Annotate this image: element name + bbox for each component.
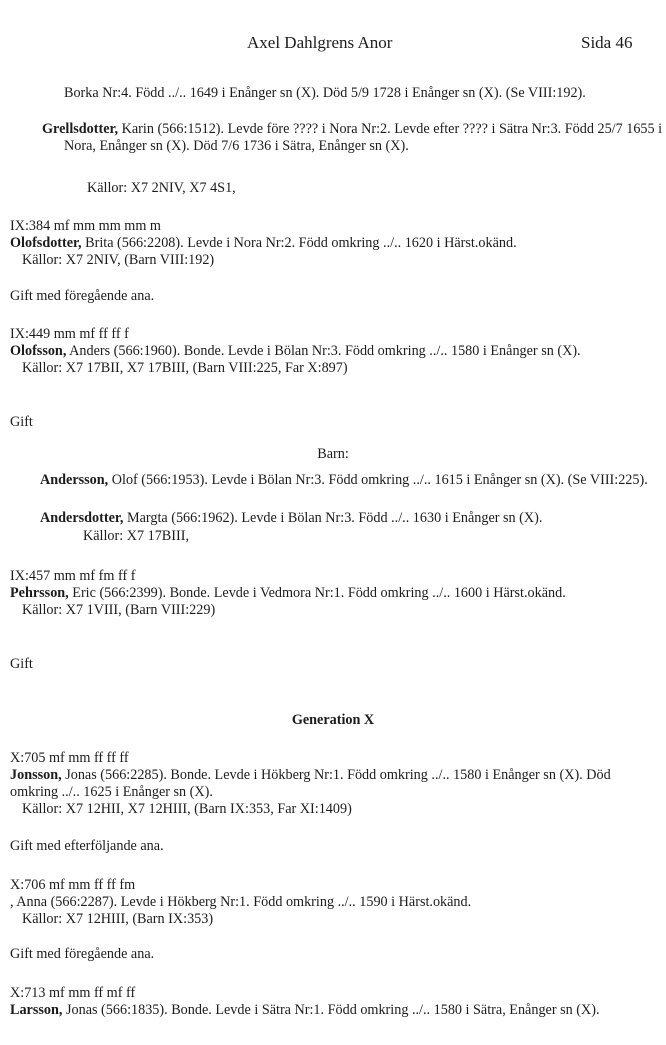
person-details: Brita (566:2208). Levde i Nora Nr:2. Född omkring ../.. 1620 i Härst.okänd. [81,235,517,251]
children-heading: Barn: [317,446,349,462]
person-surname: Larsson, [10,1002,63,1018]
entry-code: IX:457 mm mf fm ff f [10,568,136,584]
entry-code: X:706 mf mm ff ff fm [10,877,136,893]
entry-code: IX:449 mm mf ff ff f [10,326,129,342]
entry-continuation [64,85,644,102]
marriage-note: Gift med föregående ana. [10,946,155,962]
person-surname: Pehrsson, [10,585,69,601]
entry-ix384 [10,218,650,269]
child-details: Olof (566:1953). Levde i Bölan Nr:3. Född omkring ../.. 1615 i Enånger sn (X). (Se VIII:225). [108,472,648,488]
person-sources: Källor: X7 1VIII, (Barn VIII:229) [22,602,216,618]
person-surname: Jonsson, [10,767,62,783]
child-entry [40,510,662,527]
entry-code: X:713 mf mm ff mf ff [10,985,136,1001]
entry-code: IX:384 mf mm mm mm m [10,218,161,234]
marriage-note: Gift [10,414,33,430]
person-details: Jonas (566:2285). Bonde. Levde i Hökberg Nr:1. Född omkring ../.. 1580 i Enånger sn (X). Död omkring ../.. 1625 i Enånger sn (X). [10,767,611,800]
person-sources: Källor: X7 12HIII, (Barn IX:353) [22,911,214,927]
child-sources: Källor: X7 17BIII, [83,528,189,544]
person-details: Jonas (566:1835). Bonde. Levde i Sätra Nr:1. Född omkring ../.. 1580 i Sätra, Enånger sn (X). [62,1002,600,1018]
entry-x705 [10,750,650,818]
marriage-note: Gift med föregående ana. [10,288,155,304]
spouse-sources: Källor: X7 2NIV, X7 4S1, [87,180,236,196]
person-surname: Olofsson, [10,343,67,359]
spouse-details: Karin (566:1512). Levde före ???? i Nora Nr:2. Levde efter ???? i Sätra Nr:3. Född 25/7 1655 i Nora, Enånger sn (X). Död 7/6 1736 i Sätra, Enånger sn (X). [64,121,663,154]
spouse-entry [42,121,666,155]
child-surname: Andersson, [40,472,109,488]
entry-code: X:705 mf mm ff ff ff [10,750,129,766]
marriage-note: Gift [10,656,33,672]
generation-heading: Generation X [291,712,375,728]
child-details: Margta (566:1962). Levde i Bölan Nr:3. Född ../.. 1630 i Enånger sn (X). [123,510,543,526]
child-surname: Andersdotter, [40,510,124,526]
document-title: Axel Dahlgrens Anor [247,33,393,52]
entry-ix457 [10,568,600,619]
page-header [0,34,666,56]
person-sources: Källor: X7 2NIV, (Barn VIII:192) [22,252,215,268]
person-surname: Olofsdotter, [10,235,82,251]
person-sources: Källor: X7 12HII, X7 12HIII, (Barn IX:353, Far XI:1409) [22,801,352,817]
spouse-surname: Grellsdotter, [42,121,119,137]
person-details: Eric (566:2399). Bonde. Levde i Vedmora Nr:1. Född omkring ../.. 1600 i Härst.okänd. [68,585,566,601]
child-entry [40,472,662,489]
person-details: , Anna (566:2287). Levde i Hökberg Nr:1. Född omkring ../.. 1590 i Härst.okänd. [10,894,472,910]
page-number: Sida 46 [581,33,633,52]
entry-x713 [10,985,610,1019]
entry-x706 [10,877,650,928]
person-sources: Källor: X7 17BII, X7 17BIII, (Barn VIII:225, Far X:897) [22,360,348,376]
continuation-text: Borka Nr:4. Född ../.. 1649 i Enånger sn (X). Död 5/9 1728 i Enånger sn (X). (Se VIII:192). [64,85,586,101]
person-details: Anders (566:1960). Bonde. Levde i Bölan Nr:3. Född omkring ../.. 1580 i Enånger sn (X). [66,343,581,359]
entry-ix449 [10,326,650,377]
marriage-note: Gift med efterföljande ana. [10,838,164,854]
